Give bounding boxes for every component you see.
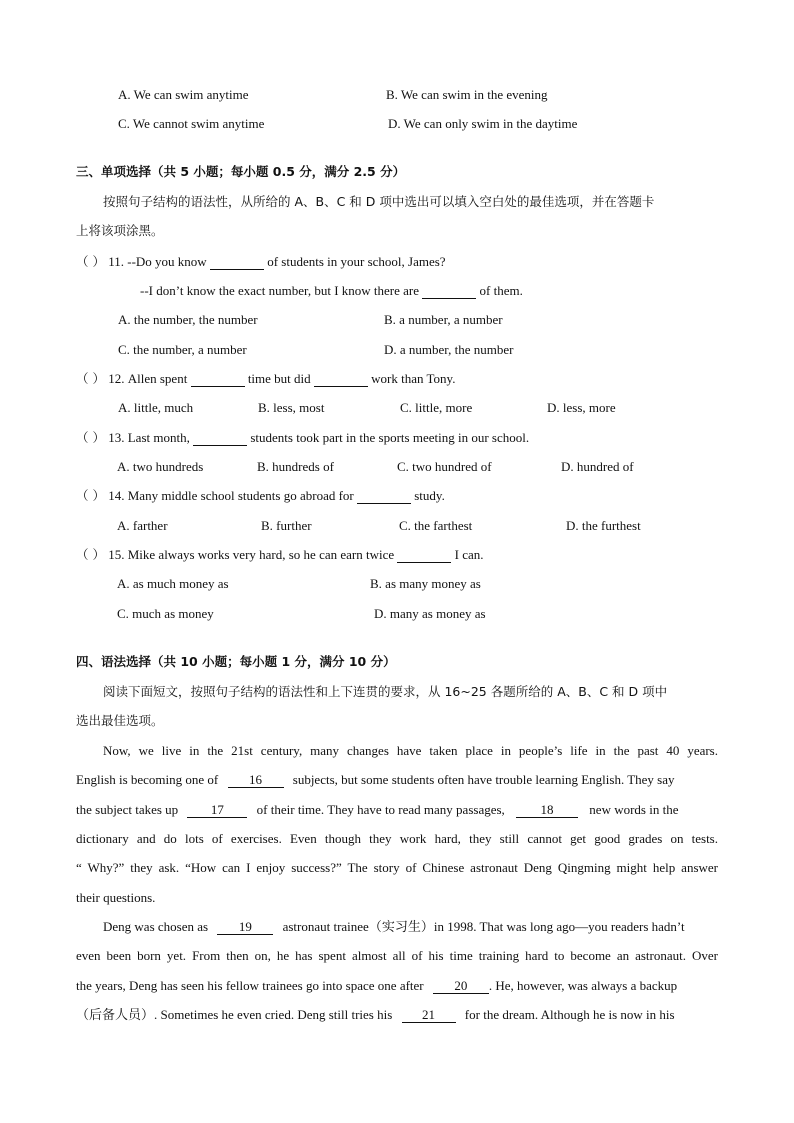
q11-option-a: A. the number, the number [118,312,258,327]
answer-blank [422,283,476,299]
prev-option-b: B. We can swim in the evening [386,87,548,102]
passage-p1-line-2 [76,771,675,789]
q15-stem-a: 15. Mike always works very hard, so he can earn twice [108,547,395,562]
passage-text: . He, however, was always a backup [488,978,678,993]
q14-option-c: C. the farthest [399,518,473,533]
q12-option-b: B. less, most [258,400,325,415]
q12-option-c: C. little, more [400,400,473,415]
q11-option-d: D. a number, the number [384,342,514,357]
passage-text: the years, Deng has seen his fellow trainees go into space one after [76,978,424,993]
passage-text: English is becoming one of [76,772,219,787]
passage-text: （后备人员）. Sometimes he even cried. Deng still tries his [76,1007,393,1022]
gap-21[interactable]: 21 [402,1007,456,1023]
question-11 [76,253,446,271]
passage-text: for the dream. Although he is now in his [464,1007,675,1022]
q13-stem-a: 13. Last month, [108,430,190,445]
passage-text: the subject takes up [76,802,179,817]
q13-option-b: B. hundreds of [257,459,334,474]
passage-text: astronaut trainee（实习生）in 1998. That was long ago—you readers hadn’t [282,919,685,934]
q14-stem-b: study. [414,488,445,503]
q14-option-b: B. further [261,518,312,533]
gap-17[interactable]: 17 [187,802,247,818]
gap-16[interactable]: 16 [228,772,284,788]
answer-blank [191,371,245,387]
prev-option-c: C. We cannot swim anytime [118,116,265,131]
passage-text: new words in the [589,802,679,817]
q11-line2-a: --I don’t know the exact number, but I know there are [140,283,420,298]
q13-stem-b: students took part in the sports meeting in our school. [250,430,530,445]
passage-text: Deng was chosen as [103,919,209,934]
q14-option-a: A. farther [117,518,168,533]
section4-instruction-1: 阅读下面短文，按照句子结构的语法性和上下连贯的要求，从 16~25 各题所给的 A、B、C 和 D 项中 [103,684,668,699]
section4-instruction-2: 选出最佳选项。 [76,713,164,728]
gap-18[interactable]: 18 [516,802,578,818]
answer-bracket[interactable]: （ ） [76,254,105,269]
section4-heading: 四、语法选择（共 10 小题；每小题 1 分，满分 10 分） [76,654,396,669]
answer-blank [210,254,264,270]
answer-blank [314,371,368,387]
q12-stem-a: 12. Allen spent [108,371,188,386]
answer-blank [397,547,451,563]
answer-bracket[interactable]: （ ） [76,488,105,503]
passage-p1-line-3 [76,801,678,819]
q13-option-d: D. hundred of [561,459,634,474]
passage-p1-line-5: “ Why?” they ask. “How can I enjoy success?” The story of Chinese astronaut Deng Qingming might help answer [76,860,718,875]
passage-text: of their time. They have to read many passages, [256,802,505,817]
answer-bracket[interactable]: （ ） [76,371,105,386]
q15-option-b: B. as many money as [370,576,481,591]
answer-blank [357,488,411,504]
q15-stem-b: I can. [454,547,484,562]
gap-19[interactable]: 19 [217,919,273,935]
section3-instruction-1: 按照句子结构的语法性，从所给的 A、B、C 和 D 项中选出可以填入空白处的最佳选项，并在答题卡 [103,194,655,209]
section3-heading: 三、单项选择（共 5 小题；每小题 0.5 分，满分 2.5 分） [76,164,406,179]
passage-p2-line-2: even been born yet. From then on, he has spent almost all of his time training hard to become an astronaut. Over [76,948,718,963]
prev-option-a: A. We can swim anytime [118,87,249,102]
q14-stem-a: 14. Many middle school students go abroad for [108,488,354,503]
q11-line-2 [140,282,523,300]
q12-stem-c: work than Tony. [371,371,456,386]
q12-option-d: D. less, more [547,400,616,415]
q11-stem-b: of students in your school, James? [267,254,446,269]
prev-option-d: D. We can only swim in the daytime [388,116,578,131]
passage-p2-line-4 [76,1006,675,1024]
q15-option-d: D. many as money as [374,606,486,621]
gap-20[interactable]: 20 [433,978,489,994]
q12-option-a: A. little, much [118,400,194,415]
q13-option-c: C. two hundred of [397,459,492,474]
q13-option-a: A. two hundreds [117,459,204,474]
q15-option-a: A. as much money as [117,576,229,591]
question-15 [76,546,484,564]
q11-option-b: B. a number, a number [384,312,503,327]
question-14 [76,487,445,505]
passage-p2-line-1 [103,918,685,936]
answer-blank [193,430,247,446]
answer-bracket[interactable]: （ ） [76,547,105,562]
question-13 [76,429,529,447]
passage-text: subjects, but some students often have trouble learning English. They say [292,772,675,787]
passage-p1-line-4: dictionary and do lots of exercises. Even though they work hard, they still cannot get good grades on tests. [76,831,718,846]
q15-option-c: C. much as money [117,606,214,621]
section3-instruction-2: 上将该项涂黑。 [76,223,164,238]
question-12 [76,370,455,388]
q12-stem-b: time but did [247,371,311,386]
answer-bracket[interactable]: （ ） [76,430,105,445]
q11-option-c: C. the number, a number [118,342,247,357]
q14-option-d: D. the furthest [566,518,641,533]
passage-p2-line-3 [76,977,677,995]
q11-line2-b: of them. [479,283,523,298]
passage-p1-line-6: their questions. [76,890,156,905]
q11-stem-a: 11. --Do you know [108,254,207,269]
passage-p1-line-1: Now, we live in the 21st century, many changes have taken place in people’s life in the past 40 years. [103,743,718,758]
